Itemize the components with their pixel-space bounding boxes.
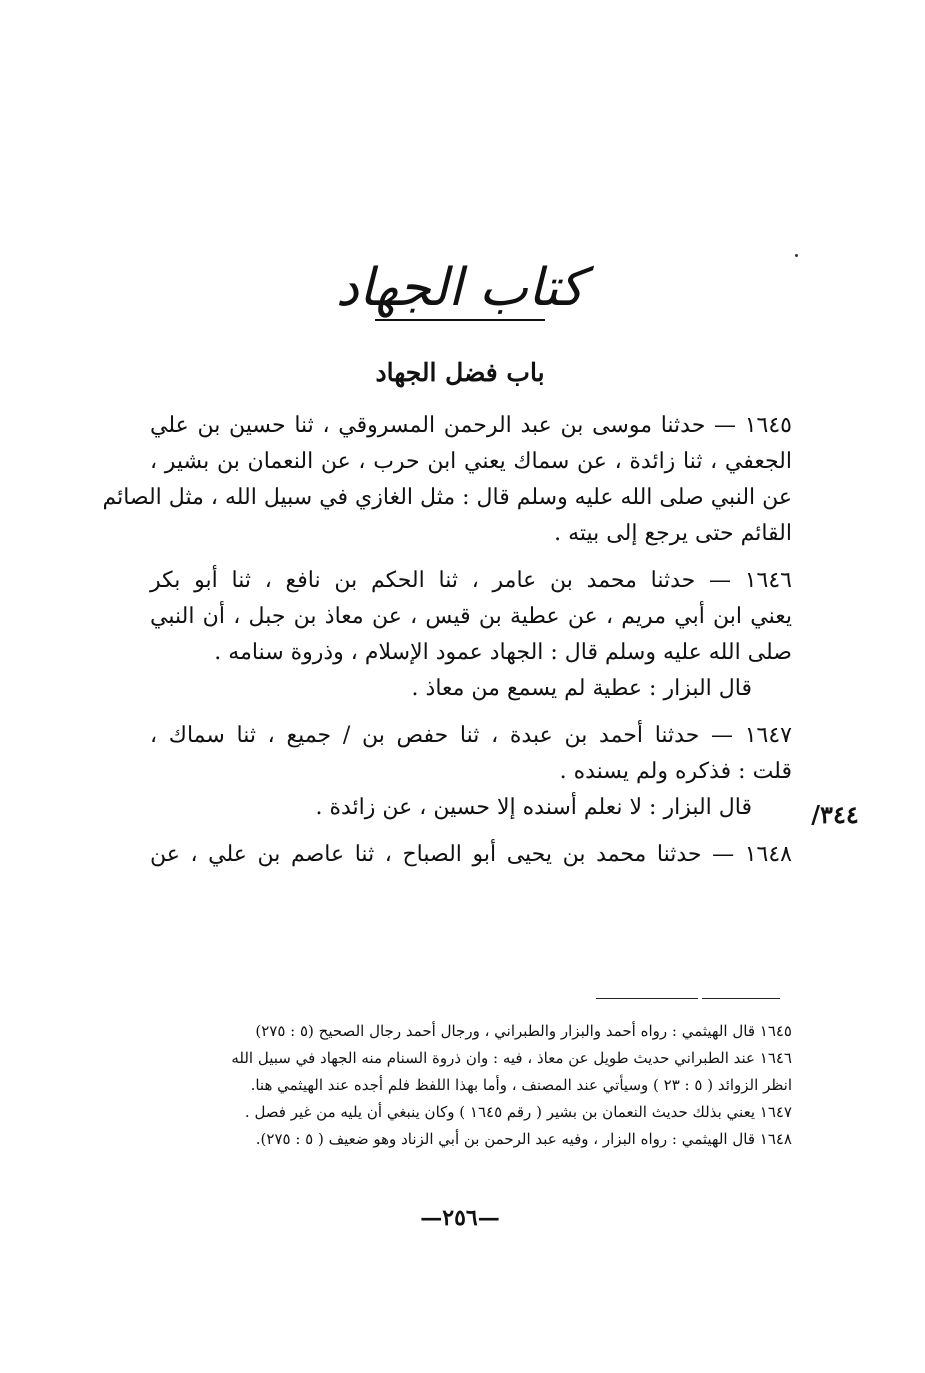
margin-page-reference: ٣٤٤/ xyxy=(811,800,859,829)
chapter-heading: باب فضل الجهاد xyxy=(375,358,545,387)
text-line: ١٦٤٥ — حدثنا موسى بن عبد الرحمن المسروقي ، ثنا حسين بن علي xyxy=(150,413,792,438)
text-line: الجعفي ، ثنا زائدة ، عن سماك يعني ابن حرب ، عن النعمان بن بشير ، xyxy=(150,449,792,474)
footnote-line: ١٦٤٧ يعني بذلك حديث النعمان بن بشير ( رقم ١٦٤٥ ) وكان ينبغي أن يليه من غير فصل . xyxy=(244,1103,792,1121)
text-line: صلى الله عليه وسلم قال : الجهاد عمود الإسلام ، وذروة سنامه . xyxy=(214,640,792,665)
hadith-text xyxy=(102,408,792,884)
text-line: قلت : فذكره ولم يسنده . xyxy=(559,759,792,784)
print-speck xyxy=(795,254,798,257)
title-underline xyxy=(375,319,545,321)
bazzar-comment: قال البزار : لا نعلم أسنده إلا حسين ، عن زائدة . xyxy=(315,795,752,820)
footnote-line: ١٦٤٨ قال الهيثمي : رواه البزار ، وفيه عبد الرحمن بن أبي الزناد وهو ضعيف ( ٥ : ٢٧٥). xyxy=(255,1130,792,1148)
bazzar-comment: قال البزار : عطية لم يسمع من معاذ . xyxy=(411,676,752,701)
text-line: ١٦٤٧ — حدثنا أحمد بن عبدة ، ثنا حفص بن / جميع ، ثنا سماك ، xyxy=(150,723,792,748)
text-line: يعني ابن أبي مريم ، عن عطية بن قيس ، عن معاذ بن جبل ، أن النبي xyxy=(150,604,792,629)
page-number: —٢٥٦— xyxy=(420,1205,500,1231)
footnote-line: ١٦٤٦ عند الطبراني حديث طويل عن معاذ ، فيه : وان ذروة السنام منه الجهاد في سبيل الله xyxy=(231,1049,792,1067)
book-title: كتاب الجهاد xyxy=(335,258,585,318)
footnote-line: ١٦٤٥ قال الهيثمي : رواه أحمد والبزار والطبراني ، ورجال أحمد رجال الصحيح (٥ : ٢٧٥) xyxy=(255,1022,792,1040)
text-line: ١٦٤٨ — حدثنا محمد بن يحيى أبو الصباح ، ثنا عاصم بن علي ، عن xyxy=(150,842,792,867)
footnote-separator xyxy=(596,998,780,999)
hadith-1647 xyxy=(150,718,792,826)
separator-gap xyxy=(698,997,702,1000)
text-line: عن النبي صلى الله عليه وسلم قال : مثل الغازي في سبيل الله ، مثل الصائم xyxy=(102,485,792,510)
text-line: القائم حتى يرجع إلى بيته . xyxy=(554,521,792,546)
hadith-1646 xyxy=(150,563,792,707)
footnote-line: انظر الزوائد ( ٥ : ٢٣ ) وسيأتي عند المصنف ، وأما بهذا اللفظ فلم أجده عند الهيثمي هنا. xyxy=(250,1076,792,1094)
footnotes xyxy=(140,1020,792,1155)
text-line: ١٦٤٦ — حدثنا محمد بن عامر ، ثنا الحكم بن نافع ، ثنا أبو بكر xyxy=(150,568,792,593)
hadith-1648 xyxy=(150,837,792,873)
hadith-1645 xyxy=(102,408,792,552)
